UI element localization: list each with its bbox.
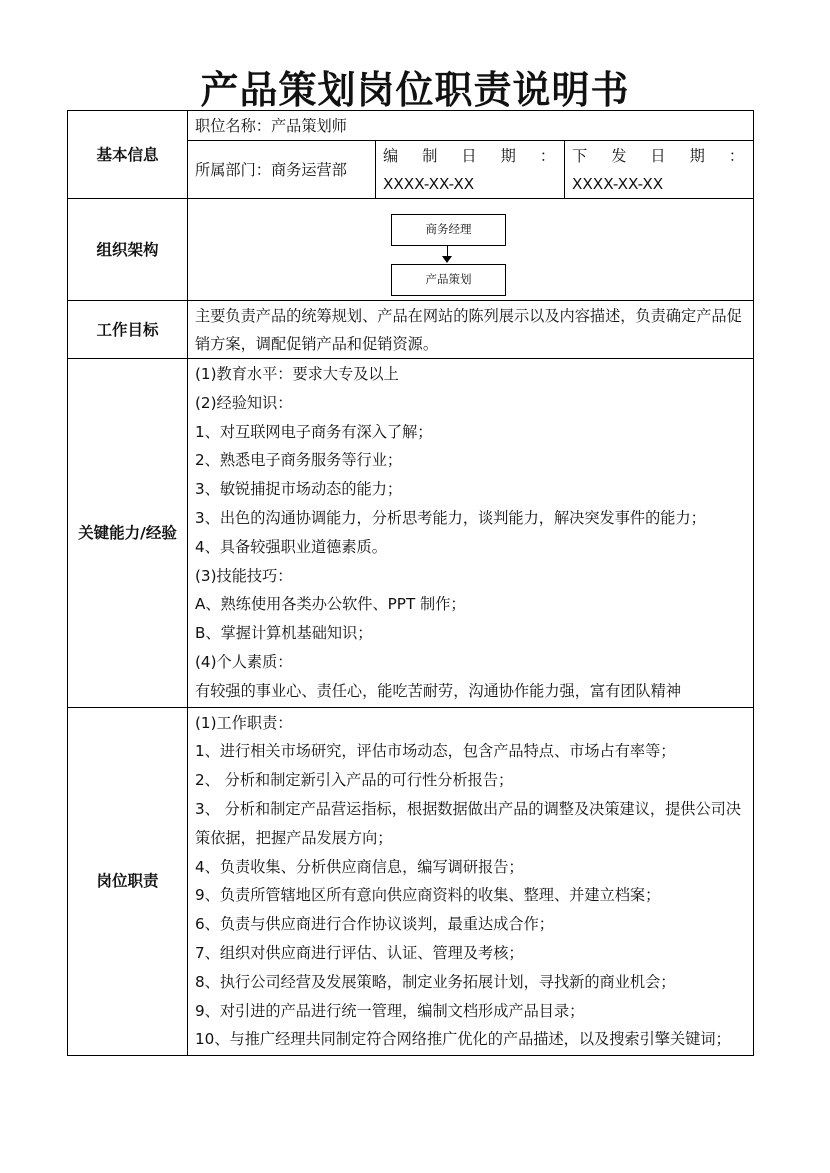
list-item: 9、负责所管辖地区所有意向供应商资料的收集、整理、并建立档案； bbox=[195, 886, 661, 905]
basic-info-row bbox=[68, 111, 754, 141]
list-item: 7、组织对供应商进行评估、认证、管理及考核； bbox=[195, 943, 524, 962]
list-item: 有较强的事业心、责任心，能吃苦耐劳，沟通协作能力强，富有团队精神 bbox=[195, 681, 681, 700]
arrow-down-icon bbox=[442, 256, 452, 263]
list-item: 1、进行相关市场研究，评估市场动态，包含产品特点、市场占有率等； bbox=[195, 742, 676, 761]
list-item: 3、出色的沟通协调能力，分析思考能力，谈判能力，解决突发事件的能力； bbox=[195, 508, 706, 527]
org-chart-cell bbox=[188, 199, 754, 301]
list-item: 1、对互联网电子商务有深入了解； bbox=[195, 422, 433, 441]
duties-row bbox=[68, 707, 754, 1056]
list-item: 2、熟悉电子商务服务等行业； bbox=[195, 451, 403, 470]
list-item: 3、敏锐捕捉市场动态的能力； bbox=[195, 480, 403, 499]
list-item: 9、对引进的产品进行统一管理，编制文档形成产品目录； bbox=[195, 1001, 585, 1020]
list-item: (2)经验知识： bbox=[195, 393, 293, 412]
duties-label: 岗位职责 bbox=[68, 707, 188, 1056]
position-name: 职位名称：产品策划师 bbox=[188, 111, 754, 141]
list-item: 4、负责收集、分析供应商信息，编写调研报告； bbox=[195, 857, 524, 876]
compile-date-value: XXXX-XX-XX bbox=[383, 174, 475, 193]
org-label: 组织架构 bbox=[68, 199, 188, 301]
issue-date-cell bbox=[565, 141, 754, 199]
list-item: (1)教育水平：要求大专及以上 bbox=[195, 365, 399, 383]
list-item: 3、 分析和制定产品营运指标，根据数据做出产品的调整及决策建议，提供公司决策依据，把握产品发展方向； bbox=[195, 799, 742, 847]
list-item: B、掌握计算机基础知识； bbox=[195, 624, 373, 643]
org-row bbox=[68, 199, 754, 301]
list-item: 6、负责与供应商进行合作协议谈判，最重达成合作； bbox=[195, 915, 554, 934]
compile-date-label: 编 制 日 期 ： bbox=[383, 146, 555, 165]
job-description-table bbox=[67, 110, 754, 1056]
issue-date-value: XXXX-XX-XX bbox=[572, 174, 664, 193]
list-item: 4、具备较强职业道德素质。 bbox=[195, 537, 387, 556]
goal-label: 工作目标 bbox=[68, 301, 188, 359]
list-item: 10、与推广经理共同制定符合网络推广优化的产品描述，以及搜索引擎关键词； bbox=[195, 1030, 731, 1049]
list-item: (4)个人素质： bbox=[195, 652, 293, 671]
goal-text: 主要负责产品的统筹规划、产品在网站的陈列展示以及内容描述，负责确定产品促销方案，调配促销产品和促销资源。 bbox=[188, 301, 754, 359]
department: 所属部门：商务运营部 bbox=[188, 141, 376, 199]
list-item: (3)技能技巧： bbox=[195, 566, 293, 585]
org-box-planner: 产品策划 bbox=[391, 264, 506, 296]
compile-date-cell bbox=[376, 141, 565, 199]
org-chart bbox=[195, 200, 746, 300]
duties-list bbox=[188, 707, 754, 1056]
list-item: 2、 分析和制定新引入产品的可行性分析报告； bbox=[195, 771, 514, 790]
ability-row bbox=[68, 359, 754, 708]
ability-list bbox=[188, 359, 754, 708]
ability-label: 关键能力/经验 bbox=[68, 359, 188, 708]
goal-row bbox=[68, 301, 754, 359]
list-item: (1)工作职责： bbox=[195, 713, 293, 732]
org-box-manager: 商务经理 bbox=[391, 214, 506, 246]
basic-info-label: 基本信息 bbox=[68, 111, 188, 199]
issue-date-label: 下 发 日 期 ： bbox=[572, 146, 744, 165]
list-item: A、熟练使用各类办公软件、PPT 制作； bbox=[195, 595, 466, 614]
list-item: 8、执行公司经营及发展策略，制定业务拓展计划，寻找新的商业机会； bbox=[195, 972, 676, 991]
page-title: 产品策划岗位职责说明书 bbox=[200, 68, 630, 112]
